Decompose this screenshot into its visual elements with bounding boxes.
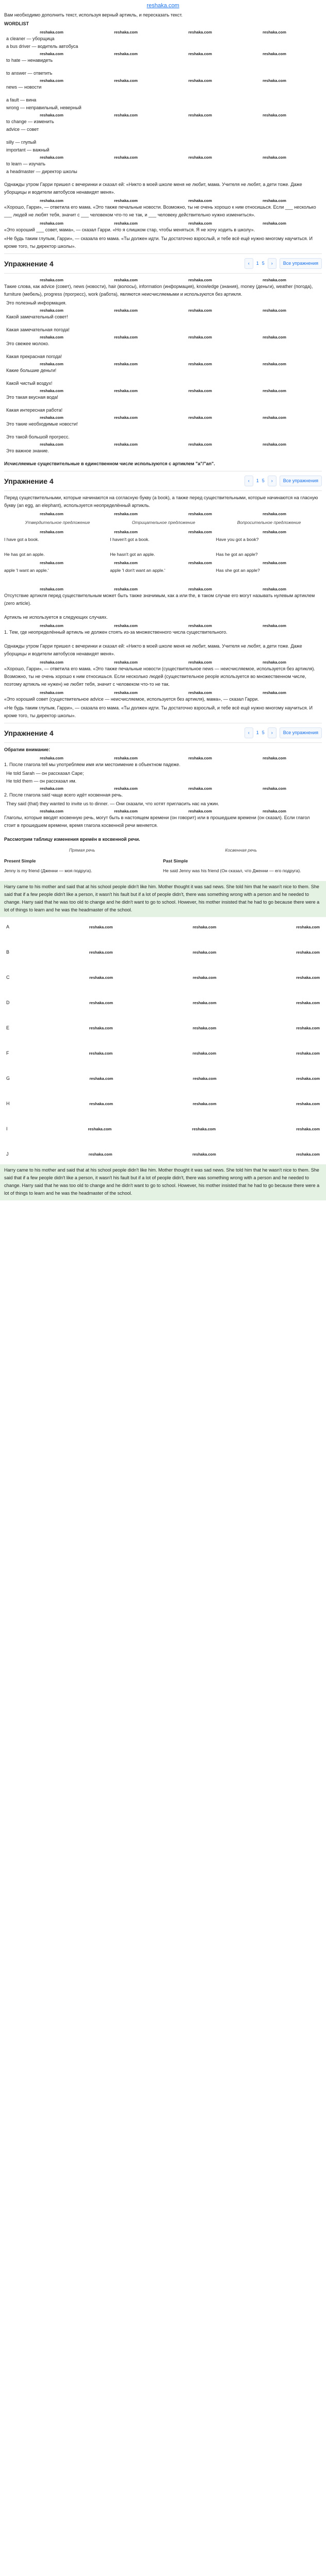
- watermark: reshaka.com: [114, 51, 138, 56]
- watermark: reshaka.com: [40, 334, 63, 340]
- watermark-row: [4, 387, 322, 394]
- watermark-row: [4, 808, 322, 814]
- watermark: reshaka.com: [188, 361, 212, 366]
- word-item: a fault — вина: [6, 97, 37, 103]
- watermark: reshaka.com: [263, 112, 286, 117]
- table-row: [4, 550, 322, 560]
- next-button[interactable]: ›: [268, 476, 276, 486]
- intro-text: Вам необходимо дополнить текст, используя верный артикль, и пересказать текст.: [4, 12, 183, 18]
- watermark: reshaka.com: [40, 308, 63, 313]
- exercise-title: Упражнение 4: [4, 729, 54, 737]
- watermark: reshaka.com: [296, 1051, 320, 1056]
- letter-row: [4, 1124, 322, 1134]
- watermark: reshaka.com: [89, 1076, 113, 1081]
- watermark: reshaka.com: [263, 586, 286, 591]
- story-paragraph: Однажды утром Гарри пришел с вечеринки и сказал ей: «Никто в моей школе меня не любит, мама. Учителя не любят, а дети тоже. Даже уборщицы и водители автобусов ненавидят меня».: [4, 182, 302, 195]
- example-text: He told them — он рассказал им.: [6, 778, 77, 784]
- word-item: advice — совет: [6, 127, 39, 132]
- watermark: reshaka.com: [188, 334, 212, 340]
- watermark: reshaka.com: [192, 975, 217, 980]
- watermark-row: [4, 307, 322, 313]
- watermark: reshaka.com: [263, 560, 286, 565]
- watermark: reshaka.com: [188, 560, 212, 565]
- watermark: reshaka.com: [40, 155, 63, 160]
- watermark-row: [4, 220, 322, 226]
- letter-label: F: [6, 1050, 9, 1056]
- letter-label: J: [6, 1151, 9, 1157]
- story-paragraph: Однажды утром Гарри пришел с вечеринки и сказал ей: «Никто в моей школе меня не любит, мама. Учителя не любят, а дети тоже. Даже уборщицы и водители автобусов ненавидят меня».: [4, 643, 302, 656]
- watermark: reshaka.com: [263, 29, 286, 35]
- watermark: reshaka.com: [296, 1026, 320, 1030]
- page-number: 1: [256, 478, 259, 483]
- watermark: reshaka.com: [296, 950, 320, 955]
- exercise-title: Упражнение 4: [4, 477, 54, 485]
- table-row: [4, 856, 322, 866]
- watermark: reshaka.com: [40, 361, 63, 366]
- exercise-header: [4, 471, 322, 491]
- watermark: reshaka.com: [40, 786, 63, 791]
- watermark: reshaka.com: [263, 755, 286, 760]
- page-total: 5: [262, 730, 265, 735]
- watermark: reshaka.com: [188, 659, 212, 665]
- watermark: reshaka.com: [188, 29, 212, 35]
- table-row: [4, 566, 322, 575]
- answer-text: Harry came to his mother and said that at his school people didn't like him. Mother thought it was sad news. She told him that he wasn't nice to them. She said that if a few people didn't like a person, it wasn't his fault but if a lot of people didn't, there was something wrong with a person and he needed to change. Harry said that he was too old to change and he didn't want to go to school. However, his mother insisted that he had to go because there were a lot of things to learn and he was the headmaster of the school.: [4, 1167, 320, 1196]
- watermark: reshaka.com: [114, 511, 138, 516]
- watermark: reshaka.com: [188, 511, 212, 516]
- watermark: reshaka.com: [40, 277, 63, 282]
- watermark: reshaka.com: [263, 511, 286, 516]
- table-row: [4, 866, 322, 876]
- watermark-row: [4, 29, 322, 35]
- watermark: reshaka.com: [188, 442, 212, 447]
- rule-text: Исчисляемые существительные в единственном числе используются с артиклем "a"/"an".: [4, 461, 215, 466]
- watermark: reshaka.com: [263, 155, 286, 160]
- sentence: Это важное знание.: [6, 448, 49, 453]
- watermark: reshaka.com: [89, 925, 113, 929]
- watermark: reshaka.com: [89, 1026, 113, 1030]
- rule-text: 2. После глагола said чаще всего идёт косвенная речь.: [4, 792, 123, 798]
- letter-row: [4, 1074, 322, 1083]
- watermark: reshaka.com: [296, 975, 320, 980]
- watermark: reshaka.com: [40, 29, 63, 35]
- watermark: reshaka.com: [263, 78, 286, 83]
- watermark: reshaka.com: [192, 1152, 216, 1157]
- watermark-row: [4, 334, 322, 340]
- next-button[interactable]: ›: [268, 727, 276, 738]
- letter-list: [4, 922, 322, 1159]
- letter-label: H: [6, 1101, 10, 1106]
- all-exercises-button[interactable]: Все упражнения: [280, 727, 322, 738]
- watermark-row: [4, 622, 322, 629]
- watermark: reshaka.com: [114, 529, 138, 534]
- watermark: reshaka.com: [263, 388, 286, 393]
- watermark: reshaka.com: [114, 29, 138, 35]
- watermark: reshaka.com: [114, 808, 138, 814]
- table-header: [4, 517, 322, 529]
- letter-row: [4, 973, 322, 982]
- table-cell: He said Jenny was his friend (Он сказал, что Дженни — его подруга).: [163, 868, 301, 873]
- sentence: Какой замечательный совет!: [6, 314, 68, 319]
- watermark: reshaka.com: [188, 51, 212, 56]
- watermark: reshaka.com: [192, 1127, 216, 1131]
- table-cell: apple 'I want an apple.': [4, 568, 49, 573]
- watermark: reshaka.com: [40, 51, 63, 56]
- sentence-list: [4, 299, 322, 455]
- watermark: reshaka.com: [114, 334, 138, 340]
- word-item: wrong — неправильный, неверный: [6, 105, 82, 110]
- all-exercises-button[interactable]: Все упражнения: [280, 476, 322, 486]
- rule-text: 1. После глагола tell мы употребляем имя или местоимение в объектном падеже.: [4, 762, 181, 767]
- story-paragraph: «Хорошо, Гарри», — ответила его мама. «Это также печальные новости (существительное news — неисчисляемое, используется без артикля). Возможно, ты не очень хорошо к ним относишься. Если несколько людей (существительное people используется во множественном числе, поэтому артикль не нужен) не любят тебя, значит с человеком что-то не так.: [4, 666, 315, 687]
- watermark: reshaka.com: [263, 51, 286, 56]
- watermark: reshaka.com: [89, 950, 113, 955]
- watermark: reshaka.com: [89, 975, 113, 980]
- story-paragraph: «Хорошо, Гарри», — ответила его мама. «Это также печальные новости. Возможно, ты не очень хорошо к ним относишься. Если ___ несколько ___ людей не любят тебя, значит с ___ человеком что-то не так, и ___ человеку действительно нужно измениться».: [4, 205, 316, 217]
- sentence: Это полезный информация.: [6, 300, 67, 306]
- watermark: reshaka.com: [296, 925, 320, 929]
- story-paragraph: «Не будь таким глупым, Гарри», — сказала его мама. «Ты должен идти. Ты достаточно взрослый, и тебе всё ещё нужно многому научиться. И кроме того, ты директор школы».: [4, 705, 313, 718]
- sentence: Это такая вкусная вода!: [6, 395, 58, 400]
- column-header: Прямая речь: [69, 848, 95, 853]
- watermark-row: [4, 689, 322, 696]
- story-paragraph: «Это хороший совет (существительное advice — неисчисляемое, используется без артикля), мама», — сказал Гарри.: [4, 697, 259, 702]
- watermark: reshaka.com: [114, 560, 138, 565]
- watermark-row: [4, 560, 322, 566]
- table-cell: apple 'I don't want an apple.': [110, 568, 166, 573]
- watermark: reshaka.com: [40, 586, 63, 591]
- watermark: reshaka.com: [88, 1127, 112, 1131]
- page-number: 1: [256, 261, 259, 266]
- watermark: reshaka.com: [188, 308, 212, 313]
- watermark: reshaka.com: [114, 442, 138, 447]
- watermark: reshaka.com: [263, 221, 286, 226]
- watermark: reshaka.com: [40, 198, 63, 203]
- story-paragraph: «Это хороший ___ совет, мама», — сказал Гарри. «Но я слишком стар, чтобы меняться. Я не хочу ходить в школу».: [4, 227, 255, 232]
- example-text: They said (that) they wanted to invite us to dinner. — Они сказали, что хотят пригласить нас на ужин.: [6, 801, 219, 806]
- word-item: a headmaster — директор школы: [6, 169, 77, 174]
- watermark: reshaka.com: [40, 78, 63, 83]
- page-number: 1: [256, 730, 259, 735]
- table-cell: Jenny is my friend (Дженни — моя подруга).: [4, 868, 92, 873]
- watermark: reshaka.com: [40, 690, 63, 695]
- watermark: reshaka.com: [188, 388, 212, 393]
- story-paragraph: «Не будь таким глупым, Гарри», — сказала его мама. «Ты должен идти. Ты достаточно взрослый, и тебе всё ещё нужно многому научиться. И кроме того, ты директор школы».: [4, 236, 313, 249]
- watermark: reshaka.com: [188, 755, 212, 760]
- table-header: [4, 844, 322, 856]
- example-text: He told Sarah — он рассказал Саре;: [6, 771, 84, 776]
- watermark-row: [4, 50, 322, 57]
- sentence: Это свежее молоко.: [6, 341, 50, 346]
- watermark-row: [4, 197, 322, 204]
- table-cell: I haven't got a book.: [110, 537, 150, 542]
- prev-button[interactable]: ‹: [244, 258, 253, 269]
- answer-block: [0, 1164, 326, 1200]
- watermark: reshaka.com: [114, 659, 138, 665]
- watermark: reshaka.com: [263, 361, 286, 366]
- watermark: reshaka.com: [188, 623, 212, 628]
- word-item: to answer — ответить: [6, 71, 53, 76]
- watermark: reshaka.com: [40, 511, 63, 516]
- watermark: reshaka.com: [40, 623, 63, 628]
- watermark: reshaka.com: [296, 1127, 320, 1131]
- word-item: silly — глупый: [6, 140, 37, 145]
- letter-row: [4, 1099, 322, 1109]
- watermark: reshaka.com: [40, 388, 63, 393]
- word-item: news — новости: [6, 84, 42, 90]
- letter-label: I: [6, 1126, 8, 1131]
- watermark: reshaka.com: [40, 659, 63, 665]
- letter-row: [4, 1023, 322, 1033]
- next-button[interactable]: ›: [268, 258, 276, 269]
- watermark: reshaka.com: [40, 221, 63, 226]
- watermark: reshaka.com: [114, 78, 138, 83]
- column-header: Отрицательное предложение: [132, 520, 195, 525]
- watermark: reshaka.com: [114, 623, 138, 628]
- watermark: reshaka.com: [263, 277, 286, 282]
- prev-button[interactable]: ‹: [244, 727, 253, 738]
- watermark: reshaka.com: [296, 1101, 320, 1106]
- table-cell: Present Simple: [4, 858, 36, 863]
- rule-text: Артикль не используется в следующих случаях.: [4, 615, 108, 620]
- table-cell: Has she got an apple?: [216, 568, 260, 573]
- watermark: reshaka.com: [40, 112, 63, 117]
- sentence: Какая замечательная погода!: [6, 327, 70, 332]
- word-item: to change — изменить: [6, 119, 54, 124]
- watermark-row: [4, 277, 322, 283]
- watermark: reshaka.com: [114, 690, 138, 695]
- exercise-title: Упражнение 4: [4, 260, 54, 268]
- watermark: reshaka.com: [192, 1076, 217, 1081]
- word-item: to hate — ненавидеть: [6, 58, 53, 63]
- watermark: reshaka.com: [114, 586, 138, 591]
- watermark: reshaka.com: [88, 1152, 112, 1157]
- column-header: Косвенная речь: [225, 848, 257, 853]
- watermark: reshaka.com: [188, 690, 212, 695]
- letter-label: G: [6, 1076, 10, 1081]
- watermark: reshaka.com: [40, 560, 63, 565]
- watermark: reshaka.com: [114, 415, 138, 420]
- letter-label: C: [6, 975, 10, 980]
- note-text: Глаголы, которые вводят косвенную речь, могут быть в настоящем времени (он говорит) или в прошедшем времени (он сказал). Если глагол стоит в прошедшем времени, время глагола косвенной речи меняется.: [4, 815, 310, 828]
- watermark: reshaka.com: [114, 361, 138, 366]
- watermark: reshaka.com: [188, 112, 212, 117]
- watermark-row: [4, 755, 322, 761]
- rule-text: Перед существительными, которые начинаются на согласную букву (a book), а также перед существительными, которые начинаются на гласную букву (an egg, an elephant), используется неопределённый артикль.: [4, 495, 318, 508]
- letter-label: D: [6, 1000, 10, 1005]
- pager: [244, 476, 322, 486]
- watermark-row: [4, 154, 322, 160]
- column-header: Утвердительное предложение: [25, 520, 90, 525]
- table-cell: Has he got an apple?: [216, 552, 258, 557]
- watermark: reshaka.com: [263, 786, 286, 791]
- word-item: to learn — изучать: [6, 161, 45, 166]
- letter-label: E: [6, 1025, 10, 1030]
- watermark: reshaka.com: [40, 442, 63, 447]
- watermark: reshaka.com: [89, 1101, 113, 1106]
- watermark-row: [4, 414, 322, 420]
- watermark: reshaka.com: [263, 690, 286, 695]
- all-exercises-button[interactable]: Все упражнения: [280, 258, 322, 269]
- watermark: reshaka.com: [263, 198, 286, 203]
- watermark: reshaka.com: [114, 755, 138, 760]
- letter-row: [4, 947, 322, 957]
- letter-label: A: [6, 924, 10, 929]
- watermark: reshaka.com: [263, 808, 286, 814]
- watermark: reshaka.com: [188, 198, 212, 203]
- watermark: reshaka.com: [263, 529, 286, 534]
- watermark: reshaka.com: [114, 388, 138, 393]
- watermark: reshaka.com: [188, 786, 212, 791]
- watermark-row: [4, 529, 322, 535]
- watermark: reshaka.com: [192, 1026, 217, 1030]
- table-cell: He has got an apple.: [4, 552, 45, 557]
- watermark-row: [4, 112, 322, 118]
- rule-text: Такие слова, как advice (совет), news (новости), hair (волосы), information (информация), knowledge (знания), money (деньги), weather (погода), furniture (мебель), progress (прогресс), work (работа), являются неисчисляемыми и используются без артикля.: [4, 284, 313, 297]
- letter-row: [4, 922, 322, 932]
- site-link[interactable]: reshaka.com: [146, 3, 180, 9]
- watermark: reshaka.com: [114, 198, 138, 203]
- word-item: important — важный: [6, 147, 50, 152]
- table-title: Рассмотрим таблицу изменения времён в косвенной речи.: [4, 837, 140, 842]
- answer-text: Harry came to his mother and said that at his school people didn't like him. Mother thought it was sad news. She told him that he wasn't nice to them. She said that if a few people didn't like a person, it wasn't his fault but if a lot of people didn't, there was something wrong with a person and he needed to change. Harry said that he was too old to change and he didn't want to go to school. However, his mother insisted that he had to go because there were a lot of things to learn and he was the headmaster of the school.: [4, 884, 320, 912]
- watermark: reshaka.com: [114, 786, 138, 791]
- pager: [244, 727, 322, 738]
- note-text: Отсутствие артикля перед существительным может быть также значимым, как a или the, в таком случае его могут называть нулевым артиклем (zero article).: [4, 593, 315, 606]
- table-cell: Have you got a book?: [216, 537, 259, 542]
- letter-label: B: [6, 950, 10, 955]
- watermark-row: [4, 77, 322, 83]
- sentence: Какая интересная работа!: [6, 408, 63, 413]
- sentence: Какая прекрасная погода!: [6, 354, 62, 359]
- page-total: 5: [262, 478, 265, 483]
- watermark: reshaka.com: [192, 925, 217, 929]
- site-header: [4, 0, 322, 11]
- watermark: reshaka.com: [188, 415, 212, 420]
- sentence: Какой чистый воздух!: [6, 381, 53, 386]
- watermark-row: [4, 785, 322, 791]
- section-heading: Обратим внимание:: [4, 747, 51, 752]
- watermark: reshaka.com: [192, 1051, 217, 1056]
- watermark: reshaka.com: [188, 277, 212, 282]
- word-item: a bus driver — водитель автобуса: [6, 44, 78, 49]
- table-cell: I have got a book.: [4, 537, 39, 542]
- watermark: reshaka.com: [114, 155, 138, 160]
- watermark: reshaka.com: [40, 755, 63, 760]
- watermark: reshaka.com: [263, 659, 286, 665]
- watermark: reshaka.com: [296, 1152, 320, 1157]
- pager: [244, 258, 322, 269]
- watermark: reshaka.com: [188, 586, 212, 591]
- watermark: reshaka.com: [263, 308, 286, 313]
- letter-row: [4, 1149, 322, 1159]
- watermark: reshaka.com: [40, 529, 63, 534]
- watermark-row: [4, 441, 322, 447]
- table-row: [4, 535, 322, 545]
- watermark: reshaka.com: [296, 1076, 320, 1081]
- watermark-row: [4, 586, 322, 592]
- watermark: reshaka.com: [114, 221, 138, 226]
- word-item: a cleaner — уборщица: [6, 36, 55, 41]
- sentence: Это такие необходимые новости!: [6, 421, 78, 427]
- watermark-row: [4, 511, 322, 517]
- rule-text: 1. Тем, где неопределённый артикль не должен стоять из-за множественного числа существительного.: [4, 630, 227, 635]
- watermark: reshaka.com: [192, 1101, 217, 1106]
- watermark: reshaka.com: [192, 950, 217, 955]
- watermark-row: [4, 659, 322, 665]
- page-total: 5: [262, 261, 265, 266]
- watermark: reshaka.com: [263, 415, 286, 420]
- watermark: reshaka.com: [263, 334, 286, 340]
- watermark: reshaka.com: [188, 808, 212, 814]
- sentence: Какие большие деньги!: [6, 368, 57, 373]
- answer-block: [0, 881, 326, 917]
- watermark: reshaka.com: [188, 221, 212, 226]
- wordlist-title: WORDLIST: [4, 21, 29, 26]
- column-header: Вопросительное предложение: [237, 520, 301, 525]
- table-cell: He hasn't got an apple.: [110, 552, 155, 557]
- watermark: reshaka.com: [263, 442, 286, 447]
- watermark: reshaka.com: [114, 308, 138, 313]
- watermark: reshaka.com: [296, 1001, 320, 1005]
- watermark: reshaka.com: [89, 1051, 113, 1056]
- word-list: [4, 35, 322, 176]
- watermark: reshaka.com: [188, 78, 212, 83]
- watermark: reshaka.com: [188, 529, 212, 534]
- watermark: reshaka.com: [192, 1001, 217, 1005]
- watermark-row: [4, 361, 322, 367]
- letter-row: [4, 1048, 322, 1058]
- watermark: reshaka.com: [114, 112, 138, 117]
- exercise-header: [4, 723, 322, 743]
- watermark: reshaka.com: [263, 623, 286, 628]
- table-cell: Past Simple: [163, 858, 188, 863]
- sentence: Это такой большой прогресс.: [6, 434, 70, 439]
- letter-row: [4, 998, 322, 1008]
- watermark: reshaka.com: [114, 277, 138, 282]
- watermark: reshaka.com: [89, 1001, 113, 1005]
- watermark: reshaka.com: [40, 415, 63, 420]
- watermark: reshaka.com: [40, 808, 63, 814]
- watermark: reshaka.com: [188, 155, 212, 160]
- exercise-header: [4, 253, 322, 274]
- prev-button[interactable]: ‹: [244, 476, 253, 486]
